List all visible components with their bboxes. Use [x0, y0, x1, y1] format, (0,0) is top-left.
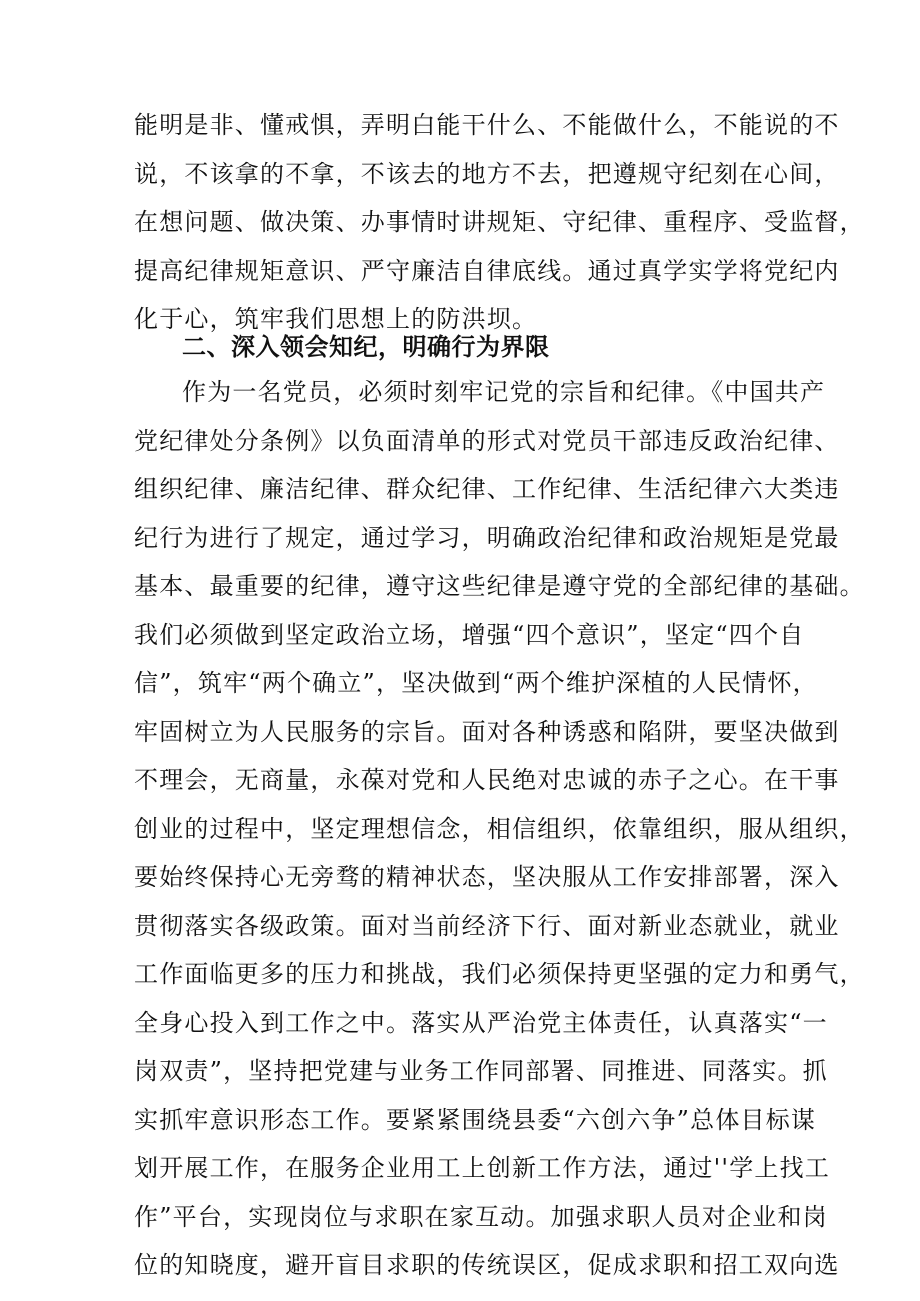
paragraph-line: 化于心，筑牢我们思想上的防洪坝。: [134, 305, 538, 333]
paragraph-line: 作为一名党员，必须时刻牢记党的宗旨和纪律。《中国共产: [182, 378, 826, 406]
paragraph-line: 信”，筑牢“两个确立”，坚决做到“两个维护深植的人民情怀，: [134, 669, 818, 697]
paragraph-line: 实抓牢意识形态工作。要紧紧围绕县委“六创六争”总体目标谋: [134, 1105, 817, 1134]
paragraph-line: 能明是非、懂戒惧，弄明白能干什么、不能做什么，不能说的不: [134, 111, 840, 139]
paragraph-line: 划开展工作，在服务企业用工上创新工作方法，通过''学上找工: [134, 1154, 830, 1182]
paragraph-line: 组织纪律、廉洁纪律、群众纪律、工作纪律、生活纪律六大类违: [134, 475, 840, 503]
paragraph-line: 全身心投入到工作之中。落实从严治党主体责任，认真落实“一: [134, 1008, 828, 1037]
paragraph-line: 贯彻落实各级政策。面对当前经济下行、面对新业态就业，就业: [134, 911, 840, 940]
paragraph-line: 工作面临更多的压力和挑战，我们必须保持更坚强的定力和勇气，: [134, 960, 865, 988]
paragraph-line: 不理会，无商量，永葆对党和人民绝对忠诚的赤子之心。在干事: [134, 766, 840, 794]
paragraph-line: 提高纪律规矩意识、严守廉洁自律底线。通过真学实学将党纪内: [134, 256, 840, 285]
paragraph-line: 说，不该拿的不拿，不该去的地方不去，把遵规守纪刻在心间，: [134, 159, 840, 188]
section-heading: 二、深入领会知纪，明确行为界限: [182, 333, 550, 361]
paragraph-line: 岗双责”，坚持把党建与业务工作同部署、同推进、同落实。抓: [134, 1057, 828, 1085]
paragraph-line: 作”平台，实现岗位与求职在家互动。加强求职人员对企业和岗: [134, 1202, 828, 1231]
paragraph-line: 位的知晓度，避开盲目求职的传统误区，促成求职和招工双向选: [134, 1251, 840, 1279]
paragraph-main: [134, 368, 865, 1290]
paragraph-line: 纪行为进行了规定，通过学习，明确政治纪律和政治规矩是党最: [134, 523, 840, 552]
paragraph-line: 党纪律处分条例》以负面清单的形式对党员干部违反政治纪律、: [134, 426, 840, 455]
paragraph-line: 创业的过程中，坚定理想信念，相信组织，依靠组织，服从组织，: [134, 814, 865, 843]
paragraph-line: 基本、最重要的纪律，遵守这些纪律是遵守党的全部纪律的基础。: [134, 572, 865, 600]
paragraph-line: 要始终保持心无旁骛的精神状态，坚决服从工作安排部署，深入: [134, 863, 840, 891]
paragraph-line: 牢固树立为人民服务的宗旨。面对各种诱惑和陷阱，要坚决做到: [134, 717, 840, 746]
paragraph-continued: [134, 101, 865, 344]
paragraph-line: 我们必须做到坚定政治立场，增强“四个意识”，坚定“四个自: [134, 620, 805, 649]
section-heading-block: [134, 323, 804, 372]
paragraph-line: 在想问题、做决策、办事情时讲规矩、守纪律、重程序、受监督，: [134, 208, 865, 236]
